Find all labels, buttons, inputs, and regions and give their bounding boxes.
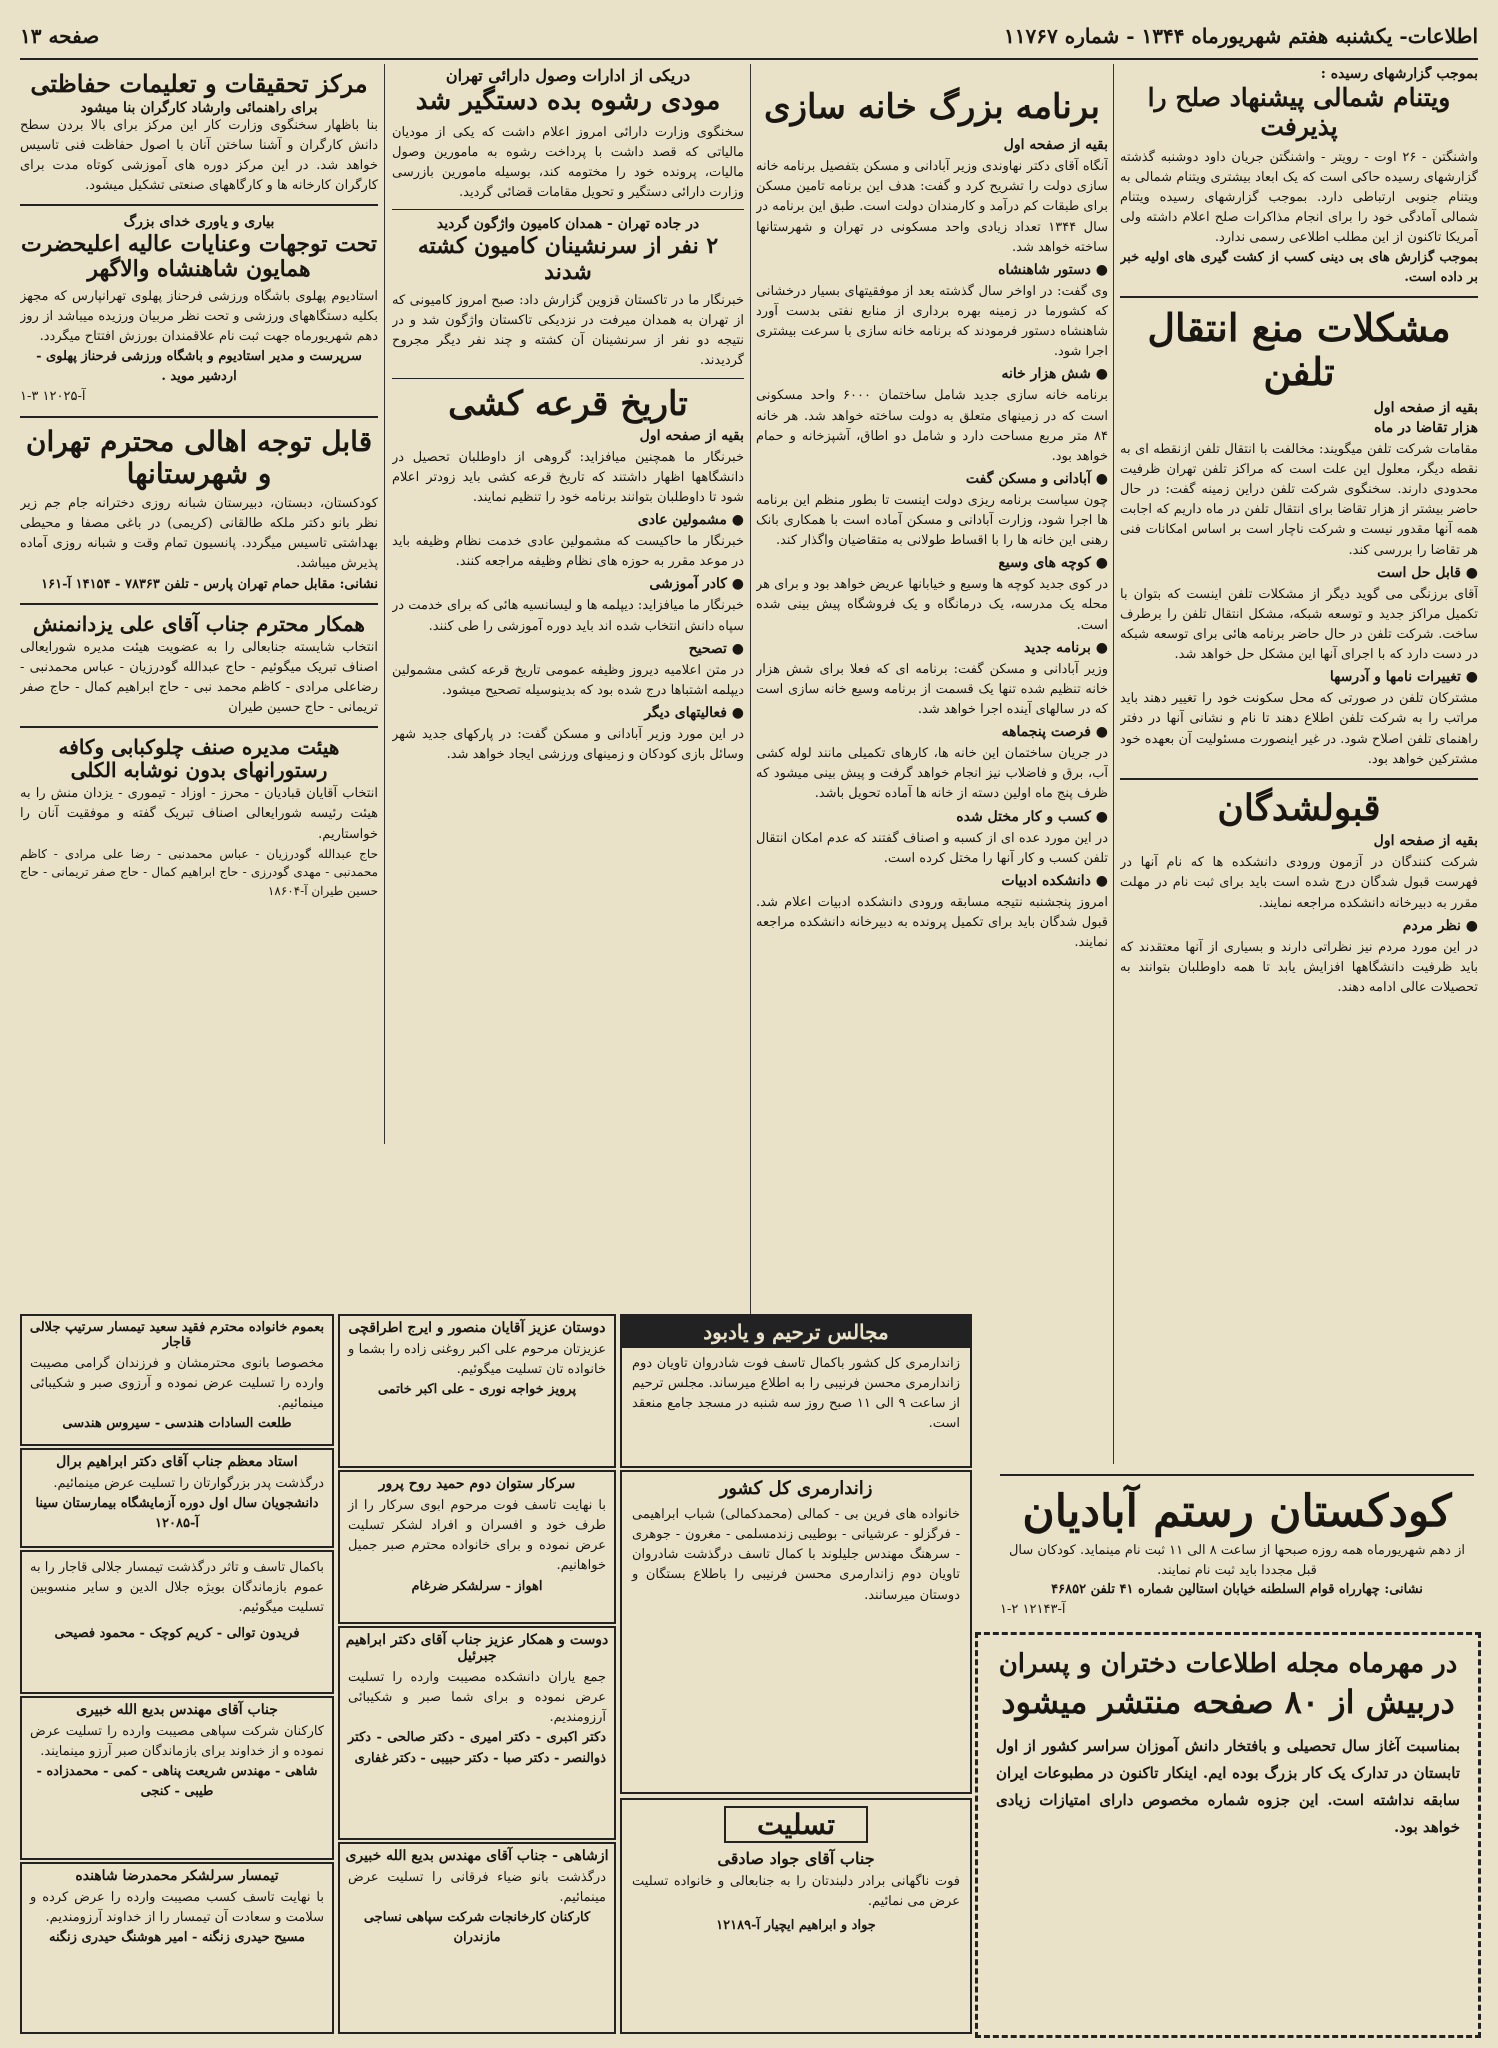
ad-jalali [20, 1550, 334, 1694]
headline-housing: برنامه بزرگ خانه سازی [763, 87, 1100, 127]
ad-sign: جواد و ابراهیم ایچیار آ-۱۲۱۸۹ [716, 1918, 876, 1934]
article-lottery: خبرنگار ما همچنین میافزاید: گروهی از داوطلبان تحصیل در دانشگاهها اظهار داشتند که تاریخ قرعه کشی باید زودتر اعلام شود تا داوطلبان بتوانند برنامه خود را تنظیم نمایند. [392, 449, 744, 505]
headline-vietnam: ویتنام شمالی پیشنهاد صلح را پذیرفت [1147, 83, 1451, 141]
ad-body: با نهایت تاسف کسب مصیبت وارده را عرض کرده و سلامت و سعادت آن تیمسار را از خداوند آرزومندیم. [30, 1890, 324, 1926]
ad-title: سرکار ستوان دوم حمید روح پرور [378, 1476, 576, 1492]
ad-body: از دهم شهریورماه همه روزه صبحها از ساعت ۸ الی ۱۱ ثبت نام مینماید. کودکان سال قبل مجددا باید ثبت نام نمایند. [1008, 1543, 1465, 1578]
subheading: ● نظر مردم [1402, 917, 1478, 934]
column-rule [384, 64, 385, 1144]
newspaper-page [20, 14, 1478, 2034]
ad-code: آ-۱۲۱۴۳ ۲-۱ [1000, 1601, 1066, 1617]
ad-body: زاندارمری کل کشور باکمال تاسف فوت شادروان تاویان دوم زاندارمری محسن فرنیبی را به اطلاع میرساند. مجلس ترحیم از ساعت ۹ الی ۱۱ صبح روز سه شنبه در مسجد جامع منعقد است. [632, 1356, 960, 1432]
divider [20, 603, 378, 605]
subheading: ● کوچه های وسیع [998, 555, 1108, 572]
kicker: بیاری و یاوری خدای بزرگ [123, 214, 275, 231]
article-accepted: شرکت کنندگان در آزمون ورودی دانشکده ها که نام آنها در فهرست قبول شدگان درج شده است باید برای ثبت نام در مهلت مقرر به دبیرخانه دانشکده مراجعه نمایند. [1120, 855, 1478, 911]
column-right [1120, 66, 1478, 1466]
restaurants-sign: حاج عبدالله گودرزیان - عباس محمدنبی - رضا علی مرادی - کاظم محمدنبی - مهدی گودرزی - حاج ابراهیم کمال - حاج صفر تریمانی - حاج حسین طیران آ-۱۸۶۰۴ [20, 846, 378, 898]
article-stadium: استادیوم پهلوی باشگاه ورزشی فرحناز پهلوی تهرانپارس که مجهز بکلیه دستگاههای ورزشی و تحت نظر مربیان ورزیده میباشد از روز دهم شهریورماه جهت ثبت نام علاقمندان بورزش افتتاح میگردد. [20, 288, 378, 345]
headline-colleague: همکار محترم جناب آقای علی یزدانمنش [33, 611, 365, 636]
ad-magazine [975, 1632, 1481, 2038]
ad-sign: شاهی - مهندس شریعت پناهی - کمی - محمدزاده - طیبی - کنجی [36, 1764, 318, 1799]
ad-sign: دانشجویان سال اول دوره آزمایشگاه بیمارستان سینا آ-۱۲۰۸۵ [35, 1496, 319, 1531]
column-center-left [392, 66, 744, 1306]
ad-title: مجالس ترحیم و یادبود [622, 1316, 970, 1348]
subheading: ● کادر آموزشی [649, 576, 744, 593]
ad-sign: طلعت السادات هندسی - سیروس هندسی [62, 1416, 292, 1432]
ad-body: درگذشت پدر بزرگوارتان را تسلیت عرض مینمائیم. [53, 1476, 324, 1491]
article-bribe: سخنگوی وزارت دارائی امروز اعلام داشت که یکی از مودیان مالیاتی که قصد داشت با پرداخت رشوه به مامورین وصول مالیات، پرونده خود را مختومه کند، بوسیله مامورین بازرسی وزارت دارائی دستگیر و تحویل مقامات قضائی گردید. [392, 124, 744, 201]
ad-name: جناب آقای جواد صادقی [717, 1849, 875, 1868]
ad-title: زاندارمری کل کشور [719, 1478, 873, 1499]
article-vietnam-foot: بموجب گزارش های بی دینی کسب از کشت گیری های اولیه خبر بر داده است. [1120, 250, 1478, 286]
column-center-right [756, 66, 1108, 1356]
ad-body: جمع یاران دانشکده مصیبت وارده را تسلیت عرض نموده و برای شما صبر و شکیبائی آرزومندیم. [348, 1670, 606, 1726]
kicker: بقیه از صفحه اول [1003, 137, 1108, 154]
ad-body: مخصوصا بانوی محترمشان و فرزندان گرامی مصیبت وارده را تسلیت عرض نموده و آرزوی صبر و شکیبائی مینمائیم. [30, 1356, 324, 1412]
article-literature: امروز پنجشنبه نتیجه مسابقه ورودی دانشکده ادبیات اعلام شد. قبول شدگان باید برای تکمیل پرونده به دبیرخانه دانشکده مراجعه نمایند. [756, 894, 1108, 951]
ad-body: خانواده های فرین بی - کمالی (محمدکمالی) شباب ابراهیمی - فرگزلو - عرشیانی - بوطیبی زندمسلمی - مغرون - جوهری - سرهنگ مهندس جلیلوند با کمال تاسف درگذشت شادروان تاویان دوم زاندارمری محسن فرنیبی را باطلاع بستگان و دوستان میرسانند. [632, 1507, 960, 1603]
article-housing-3: برنامه خانه سازی جدید شامل ساختمان ۶۰۰۰ واحد مسکونی است که در زمینهای متعلق به دولت ساخته خواهد شد. هر خانه ۸۴ متر مربع مساحت دارد و شامل دو اطاق، آشپزخانه و حمام خواهد بود. [756, 388, 1108, 464]
ad-body: بمناسبت آغاز سال تحصیلی و بافتخار دانش آموزان سراسر کشور از اول تابستان در تدارک یک کار بزرگ بوده ایم. اینکار تاکنون در مطبوعات ایران سابقه نداشته است. این جزوه شماره مخصوص دارای امتیازات زیادی خواهد بود. [996, 1737, 1460, 1836]
ad-sign: اهواز - سرلشکر ضرغام [411, 1578, 543, 1594]
ad-professor [20, 1448, 334, 1548]
masthead [20, 14, 1478, 60]
divider [392, 378, 744, 379]
divider [1120, 778, 1478, 780]
headline-safety: مرکز تحقیقات و تعلیمات حفاظتی [30, 69, 368, 98]
subheading: ● تصحیح [688, 640, 744, 657]
divider [20, 726, 378, 728]
ad-title: دوست و همکار عزیز جناب آقای دکتر ابراهیم جبرئیل [345, 1632, 609, 1664]
headline-bribe: مودی رشوه بده دستگیر شد [415, 86, 721, 116]
article-lottery-5: در این مورد وزیر آبادانی و مسکن گفت: در پارکهای جدید شهر وسائل بازی کودکان و زمینهای ورزشی ایجاد خواهد شد. [392, 726, 744, 763]
article-lottery-2: خبرنگار ما حاکیست که مشمولین عادی خدمت نظام وظیفه باید در موعد مقرر به حوزه های نظام وظیفه مراجعه کنند. [392, 534, 744, 570]
ad-engineer [20, 1314, 334, 1446]
ad-title: استاد معظم جناب آقای دکتر ابراهیم برال [56, 1454, 298, 1470]
article-housing-5: در کوی جدید کوچه ها وسیع و خیابانها عریض خواهد بود و برای هر محله یک مدرسه، یک درمانگاه و یک فروشگاه پیش بینی شده است. [756, 577, 1108, 633]
article-telephone-2: آقای برزنگی می گوید دیگر از مشکلات تلفن اینست که بتوان با تکمیل مراکز جدید و توسعه شبکه، مشکل انتقال تلفن را برطرف ساخت. شرکت تلفن در حال حاضر برنامه هائی برای توسعه شبکه در دست دارد که با اجرای آنها این مشکل حل خواهد شد. [1120, 586, 1478, 663]
ad-title: ازشاهی - جناب آقای مهندس بدیع الله خبیری [345, 1848, 609, 1864]
kicker: برای راهنمائی وارشاد کارگران بنا میشود [80, 99, 318, 116]
ad-body: فوت ناگهانی برادر دلبندتان را به جنابعالی و خانواده تسلیت عرض می نمائیم. [632, 1874, 960, 1910]
ad-general [20, 1862, 334, 2034]
ad-sign: مسیح حیدری زنگنه - امیر هوشنگ حیدری زنگنه [48, 1930, 306, 1946]
headline-telephone: مشکلات منع انتقال تلفن [1147, 305, 1451, 395]
article-housing-4: چون سیاست برنامه ریزی دولت اینست تا بطور منظم این برنامه ها اجرا شود، وزارت آبادانی و مسکن آماده است با همکاری بانک رهنی این خانه ها را با اقساط طولانی به متقاضیان واگذار کند. [756, 492, 1108, 549]
ad-sign: دکتر اکبری - دکتر امیری - دکتر صالحی - دکتر ذوالنصر - دکتر صبا - دکتر حبیبی - دکتر غفاری [348, 1730, 606, 1766]
headline-restaurants: هیئت مدیره صنف چلوکبابی وکافه رستورانهای بدون نوشابه الکلی [58, 735, 340, 783]
subheading: ● برنامه جدید [1023, 639, 1108, 656]
subheading: ● فعالیتهای دیگر [644, 704, 744, 721]
article-safety: بنا باظهار سخنگوی وزارت کار این مرکز برای بالا بردن سطح دانش کارگران و آشنا ساختن آنان با اصول حفاظت فنی تاسیس خواهد شد. در این مرکز دوره های آموزشی کوتاه مدت برای کارگران کارخانه ها و کارگاههای صنعتی تشکیل میشود. [20, 117, 378, 194]
article-housing-7: در جریان ساختمان این خانه ها، کارهای تکمیلی مانند لوله کشی آب، برق و فاضلاب نیز انجام خواهد گرفت و پیش بینی میشود که ظرف پنج ماه اولین دسته از خانه ها آماده تحویل باشد. [756, 746, 1108, 802]
article-business: در این مورد عده ای از کسبه و اصناف گفتند که عدم امکان انتقال تلفن کسب و کار آنها را مختل کرده است. [756, 830, 1108, 866]
headline-truck: ۲ نفر از سرنشینان کامیون کشته شدند [417, 233, 719, 285]
column-rule [1113, 64, 1114, 1464]
kicker: در جاده تهران - همدان کامیون واژگون گردید [436, 216, 700, 233]
subheading: ● شش هزار خانه [1001, 366, 1108, 383]
subheading: ● دستور شاهنشاه [998, 261, 1108, 278]
divider [392, 209, 744, 210]
article-colleague: انتخاب شایسته جنابعالی را به عضویت هیئت مدیره شورایعالی اصناف تبریک میگوئیم - حاج عبدالله گودرزیان - عباس محمدنبی - رضاعلی مرادی - کاظم محمد نبی - حاج ابراهیم کمال - حاج صفر تریمانی - حاج حسین طیران [20, 639, 378, 716]
headline-lottery: تاریخ قرعه کشی [448, 383, 688, 424]
kicker: بقیه از صفحه اول [639, 427, 744, 444]
ad-body: عزیزتان مرحوم علی اکبر روغنی زاده را بشما و خانواده تان تسلیت میگوئیم. [348, 1342, 606, 1378]
kicker: بقیه از صفحه اول [1373, 833, 1478, 850]
article-accepted-2: در این مورد مردم نیز نظراتی دارند و بسیاری از آنها معتقدند که باید ظرفیت دانشگاهها افزایش یابد تا همه داوطلبان بتوانند به تحصیلات عالی ادامه دهند. [1120, 939, 1478, 995]
kicker: بموجب گزارشهای رسیده : [1320, 66, 1478, 82]
article-housing-2: وی گفت: در اواخر سال گذشته بعد از موفقیتهای بسیار درخشانی که کشورما در زمینه بهره برداری از منابع نفتی بدست آورد شاهنشاه دستور فرمودند که برنامه خانه سازی با سرعت بیشتری اجرا شود. [756, 283, 1108, 360]
article-telephone: مقامات شرکت تلفن میگویند: مخالفت با انتقال تلفن ازنقطه ای به نقطه دیگر، معلول این علت است که مراکز تلفن تهران ظرفیت محدودی دارند. سخنگوی شرکت تلفن دراین زمینه گفت: در حال حاضر بیشتر از هزار تقاضا برای انتقال تلفن در ماه داریم که اجابت همه آنها مقدور نیست و شرکت ناچار است بر اساس امکانات فنی هر تقاضا را بررسی کند. [1120, 441, 1478, 558]
ad-body: با نهایت تاسف فوت مرحوم ابوی سرکار را از طرف خود و افسران و افراد لشکر تسلیت عرض نموده و برای خانواده محترم صبر جمیل خواهانیم. [348, 1498, 606, 1574]
divider [1120, 296, 1478, 298]
article-housing-6: وزیر آبادانی و مسکن گفت: برنامه ای که فعلا برای شش هزار خانه تنظیم شده تنها یک قسمت از برنامه وسیع خانه سازی است که در سالهای آینده اجرا خواهد شد. [756, 661, 1108, 718]
subheading: ● قابل حل است [1377, 564, 1478, 581]
subheading: ● کسب و کار مختل شده [956, 808, 1108, 825]
school-address: نشانی: مقابل حمام تهران پارس - تلفن ۷۸۳۶۳ - ۱۴۱۵۴ آ-۱۶۱ [41, 576, 378, 592]
ad-title: تسلیت [724, 1806, 868, 1843]
stadium-sign: سرپرست و مدیر استادیوم و باشگاه ورزشی فرحناز پهلوی - اردشیر موید . [36, 349, 362, 385]
column-rule [750, 64, 751, 1344]
ad-gendarmerie [620, 1470, 972, 1794]
ad-body: درگذشت بانو ضیاء فرقانی را تسلیت عرض مینمائیم. [348, 1870, 606, 1906]
issue-info: اطلاعات- یکشنبه هفتم شهریورماه ۱۳۴۴ - شماره ۱۱۷۶۷ [1004, 24, 1478, 48]
kicker: بقیه از صفحه اول [1373, 399, 1478, 416]
article-lottery-4: در متن اعلامیه دیروز وظیفه عمومی تاریخ قرعه کشی مشمولین دیپلمه اشتباها درج شده بود که بدینوسیله تصحیح میشود. [392, 662, 744, 698]
ad-sign: فریدون توالی - کریم کوچک - محمود فصیحی [54, 1626, 300, 1642]
headline-school: قابل توجه اهالی محترم تهران و شهرستانها [25, 424, 373, 490]
ad-body: کارکنان شرکت سپاهی مصیبت وارده را تسلیت عرض نموده و از خداوند برای بازماندگان صبر آرزو مینمایند. [30, 1724, 324, 1760]
subheading: ● تغییرات نامها و آدرسها [1329, 669, 1478, 686]
article-truck: خبرنگار ما در تاکستان قزوین گزارش داد: صبح امروز کامیونی که از تهران به همدان میرفت در نزدیکی تاکستان واژگون شد و در نتیجه دو نفر از سرنشینان آن کشته و چند نفر دیگر مجروح گردیدند. [392, 293, 744, 369]
subheading: ● دانشکده ادبیات [1001, 872, 1108, 889]
ad-title: دوستان عزیز آقایان منصور و ایرج اطراقچی [348, 1320, 606, 1336]
ad-title: بعموم خانواده محترم فقید سعید تیمسار سرتیپ جلالی قاجار [29, 1320, 325, 1350]
ad-title: تیمسار سرلشکر محمدرضا شاهنده [75, 1868, 279, 1884]
ad-body: باکمال تاسف و تاثر درگذشت تیمسار جلالی قاجار را به عموم بازماندگان بویژه جلال الدین و سایر منسوبین تسلیت میگوئیم. [30, 1560, 324, 1616]
article-telephone-3: مشترکان تلفن در صورتی که محل سکونت خود را تغییر دهند باید مراتب را به شرکت تلفن اطلاع دهند تا نام و نشانی آنها در دفتر راهنمای تلفن اصلاح شود. در غیر اینصورت مسئولیت آن بعهده خود مشترکین خواهد بود. [1120, 691, 1478, 767]
ad-condolence [620, 1798, 972, 2034]
kicker: دریکی از ادارات وصول دارائی تهران [445, 66, 691, 85]
article-school: کودکستان، دبستان، دبیرستان شبانه روزی دخترانه جام جم زیر نظر بانو دکتر ملکه طالقانی (کریمی) در باغی مصفا و محیطی بهداشتی تاسیس میگردد. پانسیون تمام وقت و شبانه روزی آماده پذیرش میباشد. [20, 495, 378, 572]
ad-officer [338, 1470, 616, 1624]
ad-colleague [338, 1626, 616, 1840]
column-left [20, 66, 378, 1356]
ad-title: در مهرماه مجله اطلاعات دختران و پسران [998, 1649, 1458, 1679]
subheading: ● فرصت پنجماهه [1001, 724, 1108, 741]
ad-title: کودکستان رستم آبادیان [1022, 1486, 1452, 1537]
ad-subtitle: دربیش از ۸۰ صفحه منتشر میشود [1001, 1683, 1455, 1721]
article-restaurants: انتخاب آقایان قبادیان - محرز - اوزاد - تیموری - یزدان منش را به هیئت رئیسه شورایعالی اصناف تبریک گفته و موفقیت آنان را خواستاریم. [20, 786, 378, 842]
ad-friends [338, 1314, 616, 1468]
subheading: هزار تقاضا در ماه [1374, 419, 1478, 436]
divider [20, 416, 378, 418]
headline-stadium: تحت توجهات وعنایات عالیه اعلیحضرت همایون شاهنشاه والاگهر [20, 231, 378, 283]
ad-company [338, 1842, 616, 2034]
subheading: ● آبادانی و مسکن گفت [965, 470, 1108, 487]
ad-khabiri [20, 1696, 334, 1860]
ad-code: آ-۱۲۰۲۵ ۳-۱ [20, 389, 86, 405]
article-housing: آنگاه آقای دکتر نهاوندی وزیر آبادانی و مسکن بتفصیل برنامه خانه سازی دولت را تشریح کرد و گفت: هدف این برنامه تامین مسکن برای طبقات کم درآمد و کارمندان دولت است. طبق این برنامه در سال ۱۳۴۴ تعداد زیادی واحد مسکونی در تهران و شهرستانها ساخته خواهد شد. [756, 159, 1108, 255]
divider [20, 204, 378, 206]
ad-address: نشانی: چهارراه قوام السلطنه خیابان استالین شماره ۴۱ تلفن ۴۶۸۵۲ [1051, 1582, 1423, 1597]
ad-mourning [620, 1314, 972, 1468]
ad-sign: کارکنان کارخانجات شرکت سپاهی نساجی مازندران [363, 1910, 591, 1945]
ad-kindergarten [1000, 1474, 1474, 1626]
subheading: ● مشمولین عادی [637, 512, 744, 529]
ad-sign: پرویز خواجه نوری - علی اکبر خاتمی [377, 1382, 577, 1398]
page-number: صفحه ۱۳ [20, 24, 100, 48]
article-vietnam: واشنگتن - ۲۶ اوت - رویتر - واشنگتن جریان داود دوشنبه گذشته گزارشهای رسیده حاکی است که یک ابعاد بیشتری ویتنام شمالی به ویتنام جنوبی ارتباطی دارد. بموجب گزارشهای رسیده ویتنام شمالی آمادگی خود را برای انجام مذاکرات صلح اعلام داشته ولی آمریکا تاکنون از این مطلب اطلاعی رسمی ندارد. [1120, 149, 1478, 246]
article-lottery-3: خبرنگار ما میافزاید: دیپلمه ها و لیسانسیه هائی که برای خدمت در سپاه دانش انتخاب شده اند باید دوره آموزشی را طی کنند. [392, 598, 744, 634]
ad-title: جناب آقای مهندس بدیع الله خبیری [76, 1702, 278, 1718]
headline-accepted: قبولشدگان [1217, 786, 1381, 829]
